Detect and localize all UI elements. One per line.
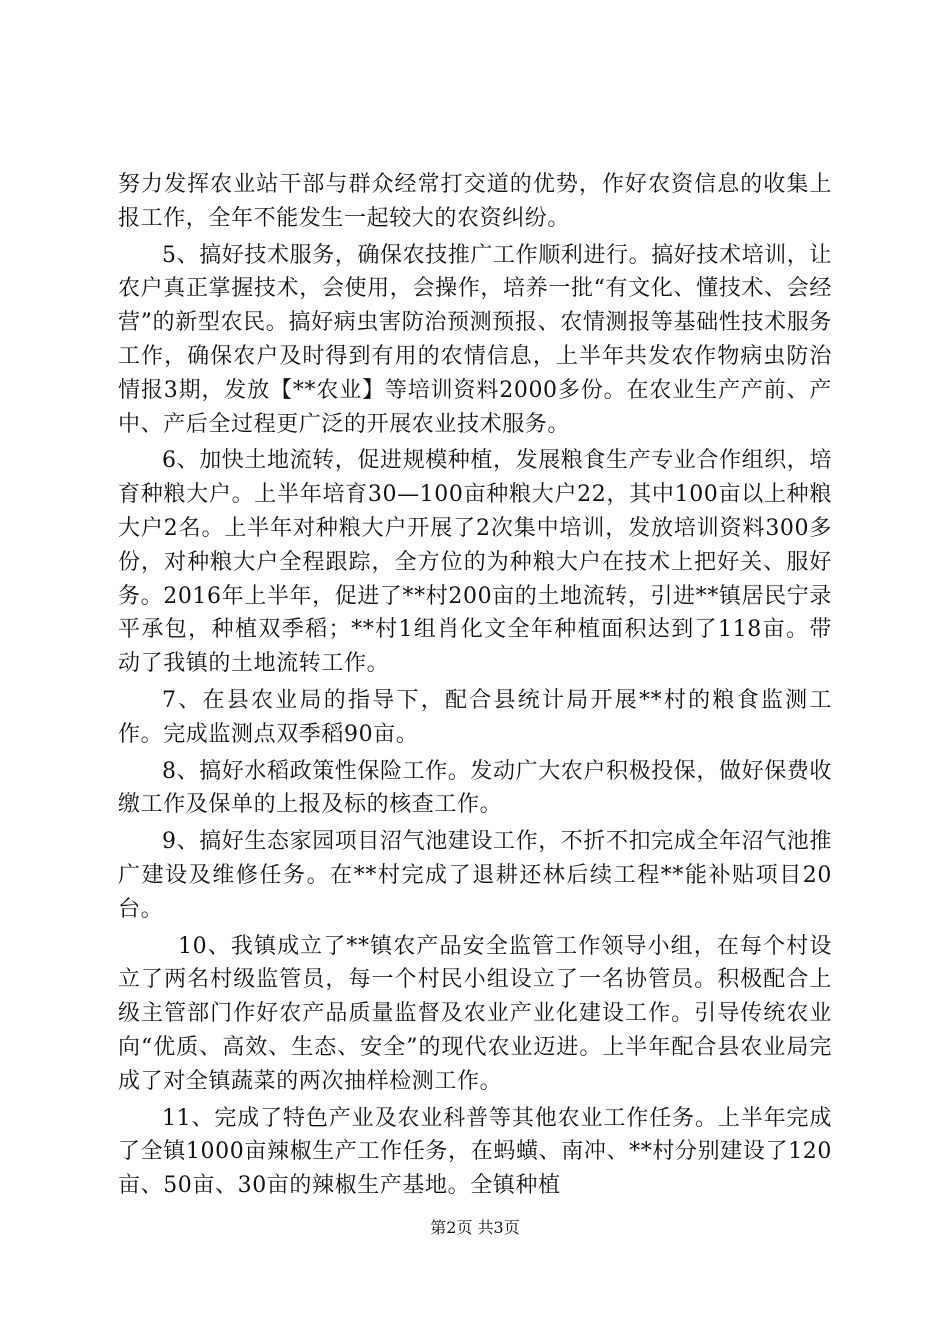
paragraph-item-5: 5、搞好技术服务，确保农技推广工作顺利进行。搞好技术培训，让农户真正掌握技术，会使用，会操作，培养一批“有文化、懂技术、会经营”的新型农民。搞好病虫害防治预测预报、农情测报等基础性技术服务工作，确保农户及时得到有用的农情信息，上半年共发农作物病虫防治情报3期，发放【**农业】等培训资料2000多份。在农业生产产前、产中、产后全过程更广泛的开展农业技术服务。	[118, 242, 832, 437]
paragraph-item-10: 10、我镇成立了**镇农产品安全监管工作领导小组，在每个村设立了两名村级监管员，每一个村民小组设立了一名协管员。积极配合上级主管部门作好农产品质量监督及农业产业化建设工作。引导传统农业向“优质、高效、生态、安全”的现代农业迈进。上半年配合县农业局完成了对全镇蔬菜的两次抽样检测工作。	[118, 933, 832, 1094]
paragraph-item-9: 9、搞好生态家园项目沼气池建设工作，不折不扣完成全年沼气池推广建设及维修任务。在**村完成了退耕还林后续工程**能补贴项目20台。	[118, 829, 832, 922]
paragraph-item-8: 8、搞好水稻政策性保险工作。发动广大农户积极投保，做好保费收缴工作及保单的上报及标的核查工作。	[118, 758, 832, 818]
paragraph-item-7: 7、在县农业局的指导下，配合县统计局开展**村的粮食监测工作。完成监测点双季稻90亩。	[118, 687, 832, 747]
page-footer: 第2页 共3页	[430, 1218, 520, 1237]
paragraph-item-11: 11、完成了特色产业及农业科普等其他农业工作任务。上半年完成了全镇1000亩辣椒生产工作任务，在蚂蟥、南冲、**村分别建设了120亩、50亩、30亩的辣椒生产基地。全镇种植	[118, 1105, 832, 1199]
paragraph-continuation: 努力发挥农业站干部与群众经常打交道的优势，作好农资信息的收集上报工作，全年不能发生一起较大的农资纠纷。	[118, 172, 832, 231]
paragraph-item-6: 6、加快土地流转，促进规模种植，发展粮食生产专业合作组织，培育种粮大户。上半年培育30—100亩种粮大户22，其中100亩以上种粮大户2名。上半年对种粮大户开展了2次集中培训，发放培训资料300多份，对种粮大户全程跟踪，全方位的为种粮大户在技术上把好关、服好务。2016年上半年，促进了**村200亩的土地流转，引进**镇居民宁录平承包，种植双季稻；**村1组肖化文全年种植面积达到了118亩。带动了我镇的土地流转工作。	[118, 448, 832, 677]
document-body	[118, 168, 832, 1206]
